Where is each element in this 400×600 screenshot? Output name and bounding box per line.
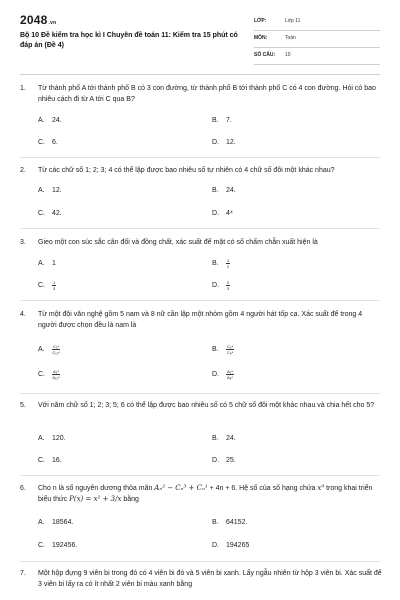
question-5 <box>20 400 382 424</box>
option-text: 120. <box>52 435 66 442</box>
option-c[interactable] <box>38 541 77 551</box>
question-text: Một hộp đựng 9 viên bi trong đó có 4 viên bi đỏ và 5 viên bi xanh. Lấy ngẫu nhiên từ hộp 3 viên bi. Xác suất để 3 viên bi lấy ra có ít nhất 2 viên bi màu xanh bằng <box>38 570 382 588</box>
meta-value: 10 <box>285 52 291 58</box>
option-c[interactable] <box>38 456 62 466</box>
option-b[interactable] <box>212 258 230 269</box>
question-divider <box>20 393 380 394</box>
option-label: C. <box>38 210 45 217</box>
question-number: 1. <box>20 85 26 92</box>
fraction <box>226 258 230 269</box>
option-d[interactable] <box>212 369 234 380</box>
numerator: A₅⁴ <box>53 369 59 374</box>
question-text: Với năm chữ số 1; 2; 3; 5; 6 có thể lập được bao nhiêu số có 5 chữ số đôi một khác nhau và chia hết cho 5? <box>38 402 375 409</box>
question-number: 4. <box>20 311 26 318</box>
math-expression: Aₙ² − Cₙ³ + Cₙ¹ <box>154 484 208 492</box>
option-label: B. <box>212 187 219 194</box>
fraction <box>226 369 234 380</box>
page-header <box>0 0 400 70</box>
question-number: 2. <box>20 167 26 174</box>
option-label: B. <box>212 260 219 268</box>
option-label: A. <box>38 519 45 526</box>
option-c[interactable] <box>38 209 62 219</box>
fraction <box>226 280 230 291</box>
option-b[interactable] <box>212 434 236 444</box>
meta-row-count <box>254 48 380 65</box>
meta-row-class <box>254 14 380 31</box>
question-number: 5. <box>20 402 26 409</box>
option-label: D. <box>212 282 219 290</box>
option-text: 192456. <box>52 542 78 549</box>
option-text: 24. <box>226 187 236 194</box>
fraction <box>52 369 60 380</box>
denominator: C₈⁴ <box>226 350 234 355</box>
option-label: D. <box>212 457 219 464</box>
option-d[interactable] <box>212 541 249 551</box>
option-d[interactable] <box>212 209 233 219</box>
question-text: Từ một đội văn nghệ gồm 5 nam và 8 nữ cần lập một nhóm gồm 4 người hát tốp ca. Xác suất để trong 4 người được chọn đều là nam là <box>38 311 363 329</box>
meta-value: Toán <box>285 35 296 41</box>
numerator: 1 <box>227 258 230 263</box>
question-number: 3. <box>20 239 26 246</box>
question-divider <box>20 157 380 158</box>
question-text: Từ các chữ số 1; 2; 3; 4 có thể lập được bao nhiêu số tự nhiên có 4 chữ số đôi một khác nhau? <box>38 167 335 174</box>
question-number: 6. <box>20 485 26 492</box>
option-label: C. <box>38 542 45 549</box>
question-number: 7. <box>20 570 26 577</box>
option-a[interactable] <box>38 259 56 269</box>
fraction <box>52 344 60 355</box>
option-c[interactable] <box>38 280 56 291</box>
option-b[interactable] <box>212 344 234 355</box>
meta-key: LỚP: <box>254 18 267 24</box>
option-label: B. <box>212 346 219 354</box>
numerator: C₅⁴ <box>53 344 60 349</box>
question-divider <box>20 475 380 476</box>
option-text: 24. <box>52 117 62 124</box>
option-text: 24. <box>226 435 236 442</box>
option-text: 194265 <box>226 542 250 549</box>
option-label: A. <box>38 117 45 124</box>
denominator: A₈⁴ <box>226 375 234 380</box>
numerator: 1 <box>53 280 56 285</box>
question-text: Từ thành phố A tới thành phố B có 3 con đường, từ thành phố B tới thành phố C có 4 con đường. Hỏi có bao nhiêu cách đi từ A tới C qua B? <box>38 85 376 103</box>
option-text: 64152. <box>226 519 248 526</box>
brand-logo[interactable] <box>20 13 56 27</box>
option-label: D. <box>212 139 219 146</box>
option-label: C. <box>38 139 45 146</box>
text-segment: + 4n + 6. Hệ số của số hạng chứa <box>207 485 318 492</box>
option-text: 42. <box>52 210 62 217</box>
option-label: A. <box>38 260 45 267</box>
option-label: B. <box>212 117 219 124</box>
option-text: 18564. <box>52 519 74 526</box>
meta-row-subject <box>254 31 380 48</box>
option-label: B. <box>212 519 219 526</box>
option-label: A. <box>38 435 45 442</box>
question-3 <box>20 237 382 249</box>
option-text: 1 <box>52 260 56 267</box>
question-divider <box>20 300 380 301</box>
question-2 <box>20 165 382 177</box>
option-d[interactable] <box>212 280 230 291</box>
brand-name: 2048 <box>20 13 48 27</box>
question-7 <box>20 568 382 592</box>
math-expression: x⁹ <box>317 484 325 492</box>
math-expression: P(x) = x² + 3/x <box>69 495 122 503</box>
meta-key: SỐ CÂU: <box>254 52 276 58</box>
option-a[interactable] <box>38 518 73 528</box>
option-label: C. <box>38 371 45 379</box>
denominator: 2 <box>227 264 230 269</box>
option-text: 12. <box>52 187 62 194</box>
option-d[interactable] <box>212 138 236 148</box>
option-d[interactable] <box>212 456 236 466</box>
option-c[interactable] <box>38 369 60 380</box>
option-a[interactable] <box>38 116 62 126</box>
option-label: B. <box>212 435 219 442</box>
text-segment: Cho n là số nguyên dương thỏa mãn <box>38 485 155 492</box>
option-label: D. <box>212 542 219 549</box>
numerator: C₅⁴ <box>227 344 234 349</box>
option-text: 4⁴ <box>226 210 233 217</box>
denominator: A₁₃⁴ <box>52 375 60 380</box>
option-b[interactable] <box>212 116 232 126</box>
brand-suffix: .vn <box>48 20 57 26</box>
option-a[interactable] <box>38 434 66 444</box>
option-label: C. <box>38 457 45 464</box>
option-label: D. <box>212 210 219 217</box>
denominator: 3 <box>53 286 56 291</box>
meta-table <box>254 14 380 65</box>
option-text: 25. <box>226 457 236 464</box>
option-c[interactable] <box>38 138 58 148</box>
question-divider <box>20 228 380 229</box>
option-label: A. <box>38 187 45 194</box>
question-4 <box>20 309 382 333</box>
option-b[interactable] <box>212 518 247 528</box>
option-text: 16. <box>52 457 62 464</box>
option-a[interactable] <box>38 186 62 196</box>
fraction <box>52 280 56 291</box>
option-text: 12. <box>226 139 236 146</box>
text-segment: bằng <box>121 496 139 503</box>
option-text: 7. <box>226 117 232 124</box>
numerator: 2 <box>227 280 230 285</box>
option-label: A. <box>38 346 45 354</box>
question-text <box>38 483 382 505</box>
question-text: Gieo một con súc sắc cân đối và đồng chất, xác suất để mặt có số chấm chẵn xuất hiện là <box>38 239 318 246</box>
option-text: 6. <box>52 139 58 146</box>
meta-value: Lớp 11 <box>285 18 301 24</box>
numerator: A₅⁴ <box>227 369 233 374</box>
option-b[interactable] <box>212 186 236 196</box>
header-divider <box>20 74 380 75</box>
denominator: C₁₃⁴ <box>52 350 60 355</box>
text-segment: trong khai triển biểu thức <box>38 485 373 503</box>
meta-key: MÔN: <box>254 35 268 41</box>
document-title: Bộ 10 Đề kiểm tra học kì I Chuyên đề toán 11: Kiểm tra 15 phút có đáp án (Đề 4) <box>20 32 238 49</box>
option-label: C. <box>38 282 45 290</box>
denominator: 3 <box>227 286 230 291</box>
question-divider <box>20 561 380 562</box>
fraction <box>226 344 234 355</box>
option-a[interactable] <box>38 344 60 355</box>
option-label: D. <box>212 371 219 379</box>
question-1 <box>20 83 382 107</box>
question-6 <box>20 483 382 507</box>
